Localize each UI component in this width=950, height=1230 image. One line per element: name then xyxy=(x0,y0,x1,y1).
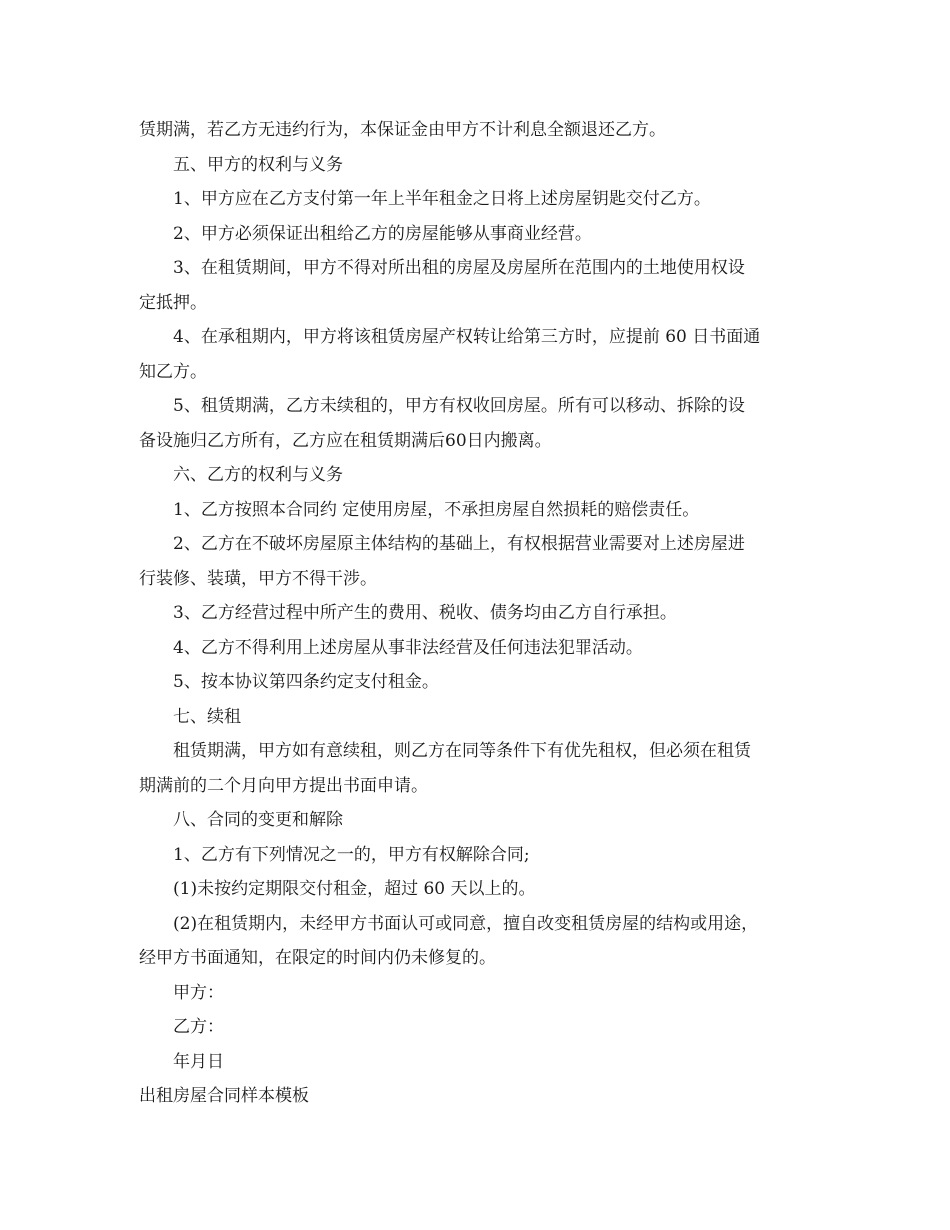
document-body xyxy=(139,113,819,1114)
document-line: 出租房屋合同样本模板 xyxy=(139,1086,309,1106)
document-line: 年月日 xyxy=(173,1051,224,1072)
document-line: 六、乙方的权利与义务 xyxy=(173,465,343,485)
document-line: 2、乙方在不破坏房屋原主体结构的基础上，有权根据营业需要对上述房屋进 xyxy=(173,534,745,554)
document-line: 2、甲方必须保证出租给乙方的房屋能够从事商业经营。 xyxy=(173,223,592,244)
document-line: 3、在租赁期间，甲方不得对所出租的房屋及房屋所在范围内的土地使用权设 xyxy=(173,258,745,278)
document-line: 1、乙方有下列情况之一的，甲方有权解除合同; xyxy=(173,844,530,865)
document-line: 5、租赁期满，乙方未续租的，甲方有权收回房屋。所有可以移动、拆除的设 xyxy=(173,396,745,416)
document-line: 4、在承租期内，甲方将该租赁房屋产权转让给第三方时，应提前 60 日书面通 xyxy=(173,327,761,347)
document-line: 七、续租 xyxy=(173,706,241,727)
document-line: 八、合同的变更和解除 xyxy=(173,810,343,830)
document-line: 知乙方。 xyxy=(139,361,207,382)
document-line: (2)在租赁期内，未经甲方书面认可或同意，擅自改变租赁房屋的结构或用途， xyxy=(173,913,759,934)
document-line: 1、甲方应在乙方支付第一年上半年租金之日将上述房屋钥匙交付乙方。 xyxy=(173,189,711,209)
document-line: 期满前的二个月向甲方提出书面申请。 xyxy=(139,775,428,796)
document-line: 五、甲方的权利与义务 xyxy=(173,154,343,175)
document-line: 租赁期满，甲方如有意续租，则乙方在同等条件下有优先租权，但必须在租赁 xyxy=(173,741,751,761)
document-line: 行装修、装璜，甲方不得干涉。 xyxy=(139,568,377,589)
document-line: 乙方： xyxy=(173,1017,224,1037)
document-line: 5、按本协议第四条约定支付租金。 xyxy=(173,672,439,692)
document-line: 经甲方书面通知，在限定的时间内仍未修复的。 xyxy=(139,948,496,968)
document-line: 赁期满，若乙方无违约行为，本保证金由甲方不计利息全额退还乙方。 xyxy=(139,120,666,140)
document-line: 1、乙方按照本合同约 定使用房屋，不承担房屋自然损耗的赔偿责任。 xyxy=(173,499,700,520)
document-line: 3、乙方经营过程中所产生的费用、税收、债务均由乙方自行承担。 xyxy=(173,603,677,623)
document-line: 甲方： xyxy=(173,982,224,1003)
document-line: 备设施归乙方所有，乙方应在租赁期满后60日内搬离。 xyxy=(139,430,552,451)
document-line: 4、乙方不得利用上述房屋从事非法经营及任何违法犯罪活动。 xyxy=(173,637,643,658)
document-line: (1)未按约定期限交付租金，超过 60 天以上的。 xyxy=(173,879,536,899)
document-line: 定抵押。 xyxy=(139,292,207,313)
